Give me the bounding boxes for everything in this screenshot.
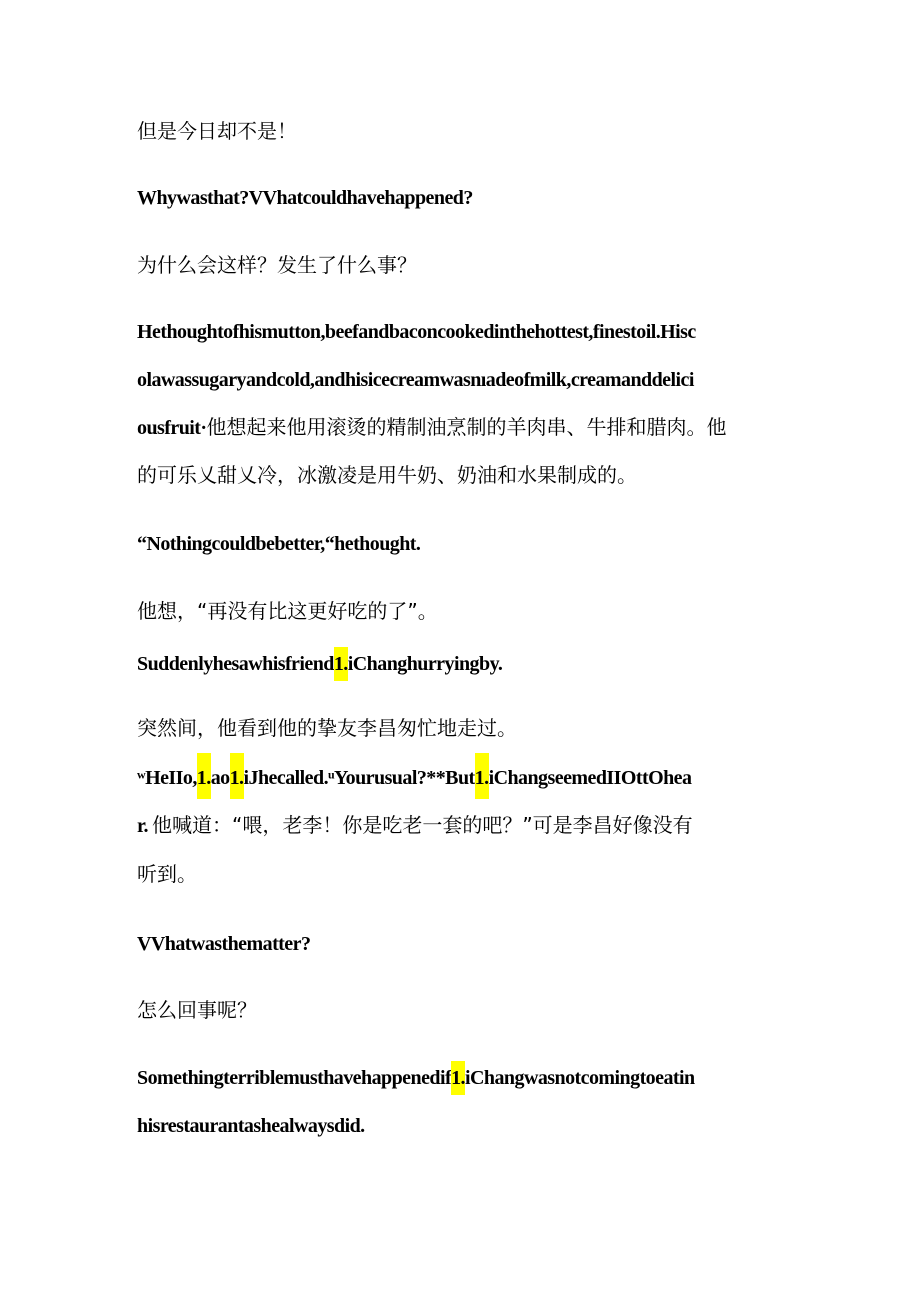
paragraph-chinese [137,864,197,884]
highlighted-text: 1. [475,753,489,799]
text-line: 怎么回事呢？ [137,998,257,1022]
text-line: “Nothingcouldbebetter,“hethought. [137,533,421,555]
text-line: iChanghurryingby. [347,653,503,675]
text-line: VVhatwasthematter? [137,933,311,955]
text-line: ousfruit· [137,417,207,439]
text-line: iChangwasnotcomingtoeatin [465,1067,695,1089]
text-line: 突然间，他看到他的挚友李昌匆忙地走过。 [137,716,517,740]
text-line: 他想起来他用滚烫的精制油烹制的羊肉串、牛排和腊肉。他 [206,415,727,439]
paragraph-chinese [137,1000,257,1020]
paragraph-chinese [137,255,417,275]
paragraph-english [137,1068,695,1088]
paragraph-english [137,934,310,954]
paragraph-chinese [137,465,637,485]
paragraph-english [137,1116,365,1136]
paragraph-english [137,534,420,554]
paragraph-chinese [137,121,297,141]
text-line: Suddenlyhesawhisfriend [137,653,334,675]
text-line: 听到。 [137,862,197,886]
text-line: 为什么会这样？发生了什么事？ [137,253,417,277]
text-line: iJhecalled.ᵘYourusual?**But [243,767,475,789]
text-line: iChangseemedIIOttOhea [488,767,692,789]
highlighted-text: 1. [451,1061,465,1095]
paragraph-english [137,188,473,208]
paragraph-mixed [137,417,727,438]
text-line: olawassugaryandcold,andhisicecreamwasnıadeofmilk,creamanddelici [137,369,694,391]
highlighted-text: 1. [334,647,348,681]
paragraph-chinese [137,718,517,738]
text-line: Hethoughtofhismutton,beefandbaconcookedinthehottest,finestoil.Hisc [137,321,696,343]
text-line: Somethingterriblemusthavehappenedif [137,1067,452,1089]
highlighted-text: 1. [197,753,211,799]
paragraph-english [137,322,696,342]
text-line: Whywasthat?VVhatcouldhavehappened? [137,187,473,209]
text-line: hisrestaurantashealwaysdid. [137,1115,365,1137]
paragraph-chinese [137,601,438,621]
paragraph-english [137,654,502,674]
highlighted-text: 1. [230,753,244,799]
text-line: 的可乐乂甜乂冷，冰激凌是用牛奶、奶油和水果制成的。 [137,463,637,487]
paragraph-english [137,370,694,390]
text-line: r. [137,815,148,837]
text-line: ao [210,767,230,789]
paragraph-english [137,768,691,788]
text-line: 他想，“再没有比这更好吃的了”。 [137,599,438,623]
text-line: 但是今日却不是！ [137,119,297,143]
text-line: ʷHeIIo, [137,767,197,789]
paragraph-mixed [137,815,693,836]
text-line: 他喊道：“喂，老李！你是吃老一套的吧？”可是李昌好像没有 [151,813,693,837]
